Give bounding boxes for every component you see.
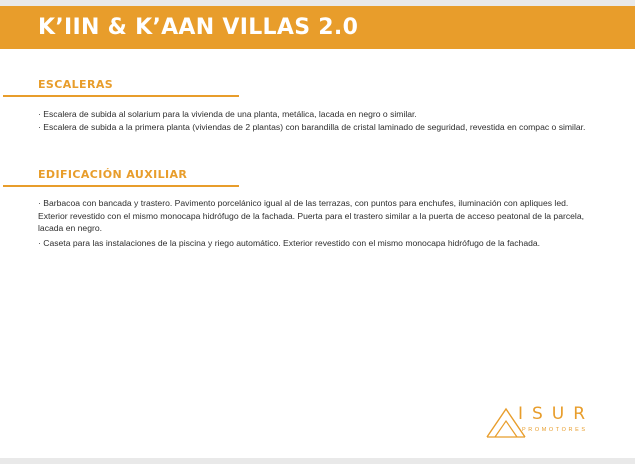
section-paragraph: · Escalera de subida a la primera planta (viviendas de 2 plantas) con barandilla de cristal laminado de seguridad, revestida en compac o similar. [38,122,586,132]
page-title: K’IIN & K’AAN VILLAS 2.0 [38,15,359,40]
isur-logo [486,404,610,442]
section-heading-escaleras: ESCALERAS [38,78,114,91]
section-heading-edificacion-auxiliar: EDIFICACIÓN AUXILIAR [38,168,188,181]
section-paragraph: · Escalera de subida al solarium para la vivienda de una planta, metálica, lacada en negro o similar. [38,109,417,119]
section-paragraph: · Caseta para las instalaciones de la piscina y riego automático. Exterior revestido con el mismo monocapa hidrófugo de la fachada. [38,238,541,248]
section-divider [3,185,239,187]
section-divider [3,95,239,97]
section-paragraph: · Barbacoa con bancada y trastero. Pavimento porcelánico igual al de las terrazas, con puntos para enchufes, iluminación con apliques led. Exterior revestido con el mismo monocapa hidrófugo de la fachada. Puerta para el trastero similar a la puerta de acceso peatonal de la parcela, lacada en negro. [38,198,585,234]
title-bar [0,6,635,49]
logo-tagline: PROMOTORES [522,427,588,433]
document-page [0,6,635,458]
logo-wordmark: ISUR [518,404,595,424]
